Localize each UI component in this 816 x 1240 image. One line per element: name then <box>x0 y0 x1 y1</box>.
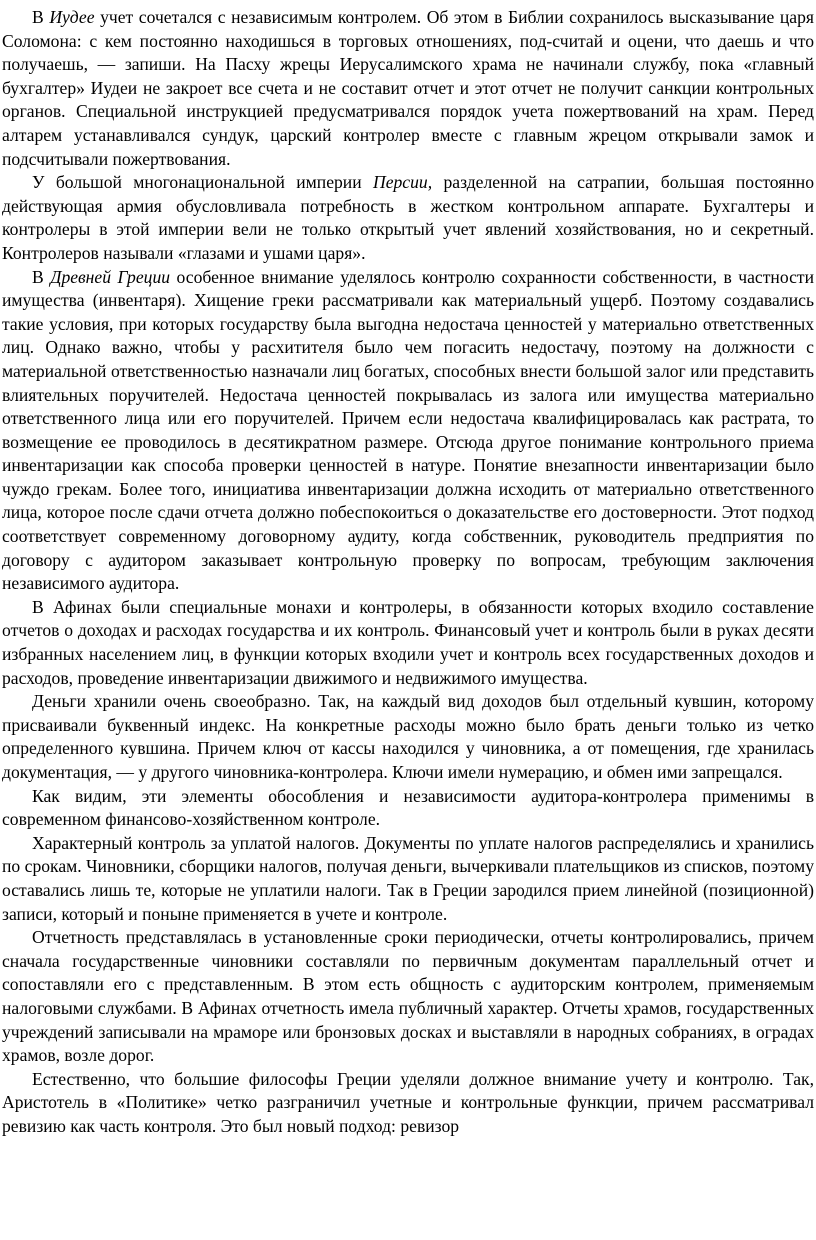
paragraph-text: В <box>32 7 50 27</box>
paragraph-text: Естественно, что большие философы Греции уделяли должное внимание учету и контролю. Так, Аристотель в «Политике» четко разграничил учетные и контрольные функции, причем рассматривал ревизию как часть контроля. Это был новый подход: ревизор <box>2 1068 814 1136</box>
paragraph-text: учет сочетался с независимым контролем. Об этом в Библии сохранилось высказывание царя Соломона: с кем постоянно находишься в торговых отношениях, под-считай и оцени, что даешь и что получаешь, — запиши. На Пасху жрецы Иерусалимского храма не начинали службу, пока «главный бухгалтер» Иудеи не закроет все счета и не составит отчет и этот отчет не получит санкции контрольных органов. Специальной инструкцией предусматривался порядок учета пожертвований на храм. Перед алтарем устанавливался сундук, царский контролер вместе с главным жрецом открывали замок и подсчитывали пожертвования. <box>2 7 815 169</box>
paragraph-text: Как видим, эти элементы обособления и независимости аудитора-контролера применимы в современном финансово-хозяйственном контроле. <box>2 785 814 830</box>
paragraph-text: Деньги хранили очень своеобразно. Так, на каждый вид доходов был отдельный кувшин, которому присваивали буквенный индекс. На конкретные расходы можно было брать деньги только из четко определенного кувшина. Причем ключ от кассы находился у чиновника, а от помещения, где хранилась документация, — у другого чиновника-контролера. Ключи имели нумерацию, и обмен ими запрещался. <box>2 691 814 782</box>
paragraph-text: В <box>32 266 51 287</box>
italic-term-judea: Иудее <box>49 7 95 27</box>
paragraph-philosophers <box>2 1068 814 1139</box>
paragraph-athens <box>2 596 814 690</box>
paragraph-text: У большой многонациональной империи <box>32 172 373 193</box>
paragraph-ancient-greece <box>2 266 814 596</box>
italic-term-ancient-greece: Древней Греции <box>50 266 171 287</box>
paragraph-text: разделенной на сатрапии, большая постоянно действующая армия обусловливала потребность в жестком контрольном аппарате. Бухгалтеры и контролеры в этой империи вели не только открытый учет явлений хозяйствования, но и секретный. Контролеров называли «глазами и ушами царя». <box>2 172 814 263</box>
paragraph-text: В Афинах были специальные монахи и контролеры, в обязанности которых входило составление отчетов о доходах и расходах государства и их контроль. Финансовый учет и контроль были в руках десяти избранных населением лиц, в функции которых входили учет и контроль всех государственных доходов и расходов, проведение инвентаризации движимого и недвижимого имущества. <box>2 596 814 688</box>
paragraph-reporting <box>2 926 814 1068</box>
paragraph-text: Характерный контроль за уплатой налогов. Документы по уплате налогов распределялись и хранились по срокам. Чиновники, сборщики налогов, получая деньги, вычеркивали плательщиков из списков, поэтому оставались лишь те, которые не уплатили налоги. Так в Греции зародился прием линейной (позиционной) записи, который и поныне применяется в учете и контроле. <box>2 832 814 924</box>
paragraph-money-storage <box>2 690 814 784</box>
paragraph-independence <box>2 785 814 832</box>
paragraph-text: Отчетность представлялась в установленные сроки периодически, отчеты контролировались, причем сначала государственные чиновники составляли по первичным документам параллельный отчет и сопоставляли его с представленным. В этом есть общность с аудиторским контролем, применяемым налоговыми службами. В Афинах отчетность имела публичный характер. Отчеты храмов, государственных учреждений записывали на мраморе или бронзовых досках и выставляли в народных собраниях, в оградах храмов, возле дорог. <box>2 927 814 1066</box>
paragraph-text: особенное внимание уделялось контролю сохранности собственности, в частности имущества (инвентаря). Хищение греки рассматривали как материальный ущерб. Поэтому создавались такие условия, при которых государству была выгодна недостача ценностей у материально ответственных лиц. Однако важно, чтобы у расхитителя было чем погасить недостачу, поэтому на должности с материальной ответственностью назначали лиц богатых, способных внести большой залог или представить влиятельных поручителей. Недостача ценностей покрывалась из залога или имущества материально ответственного лица или его поручителей. Причем если недостача квалифицировалась как растрата, то возмещение ее проводилось в десятикратном размере. Отсюда другое понимание контрольного приема инвентаризации как способа проверки ценностей в натуре. Понятие внезапности инвентаризации было чуждо грекам. Более того, инициатива инвентаризации должна исходить от материально ответственного лица, которое после сдачи отчета должно побеспокоиться о доказательстве его достоверности. Этот подход соответствует современному договорному аудиту, когда собственник, руководитель предприятия по договору с аудитором заказывает контрольную проверку по вопросам, требующим заключения независимого аудитора. <box>2 266 814 594</box>
italic-term-persia: Персии, <box>373 172 433 193</box>
paragraph-judea <box>2 6 814 171</box>
paragraph-tax-control <box>2 832 814 926</box>
paragraph-persia <box>2 171 814 265</box>
